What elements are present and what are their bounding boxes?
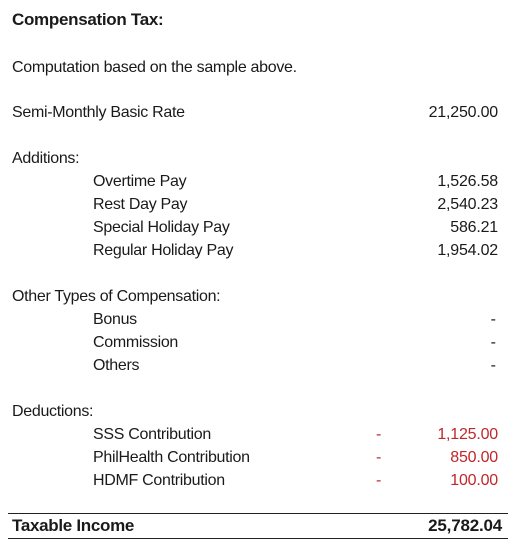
addition-amount: 586.21: [450, 219, 498, 236]
deduction-amount: 100.00: [450, 472, 498, 489]
basic-rate-amount: 21,250.00: [428, 104, 498, 121]
other-compensation-header: Other Types of Compensation:: [12, 288, 221, 305]
other-compensation-amount: -: [490, 311, 496, 328]
deduction-label: HDMF Contribution: [93, 472, 225, 489]
addition-label: Rest Day Pay: [93, 196, 188, 213]
other-compensation-amount: -: [490, 357, 496, 374]
other-compensation-label: Bonus: [93, 311, 137, 328]
intro-text: Computation based on the sample above.: [12, 59, 297, 76]
deduction-sign: -: [376, 449, 382, 466]
taxable-income-amount: 25,782.04: [428, 516, 502, 535]
addition-amount: 2,540.23: [437, 196, 498, 213]
deduction-label: PhilHealth Contribution: [93, 449, 250, 466]
addition-label: Special Holiday Pay: [93, 219, 230, 236]
addition-label: Overtime Pay: [93, 173, 187, 190]
deduction-amount: 1,125.00: [437, 426, 498, 443]
deduction-sign: -: [376, 426, 382, 443]
other-compensation-amount: -: [490, 334, 496, 351]
addition-amount: 1,526.58: [437, 173, 498, 190]
basic-rate-label: Semi-Monthly Basic Rate: [12, 104, 185, 121]
other-compensation-label: Commission: [93, 334, 179, 351]
page-title: Compensation Tax:: [12, 10, 164, 29]
deductions-header: Deductions:: [12, 403, 94, 420]
additions-header: Additions:: [12, 150, 80, 167]
deduction-label: SSS Contribution: [93, 426, 211, 443]
addition-amount: 1,954.02: [437, 242, 498, 259]
deduction-amount: 850.00: [450, 449, 498, 466]
deduction-sign: -: [376, 472, 382, 489]
taxable-income-label: Taxable Income: [12, 516, 135, 535]
addition-label: Regular Holiday Pay: [93, 242, 234, 259]
total-bottom-rule: [8, 538, 508, 539]
total-top-rule: [8, 513, 508, 514]
other-compensation-label: Others: [93, 357, 140, 374]
